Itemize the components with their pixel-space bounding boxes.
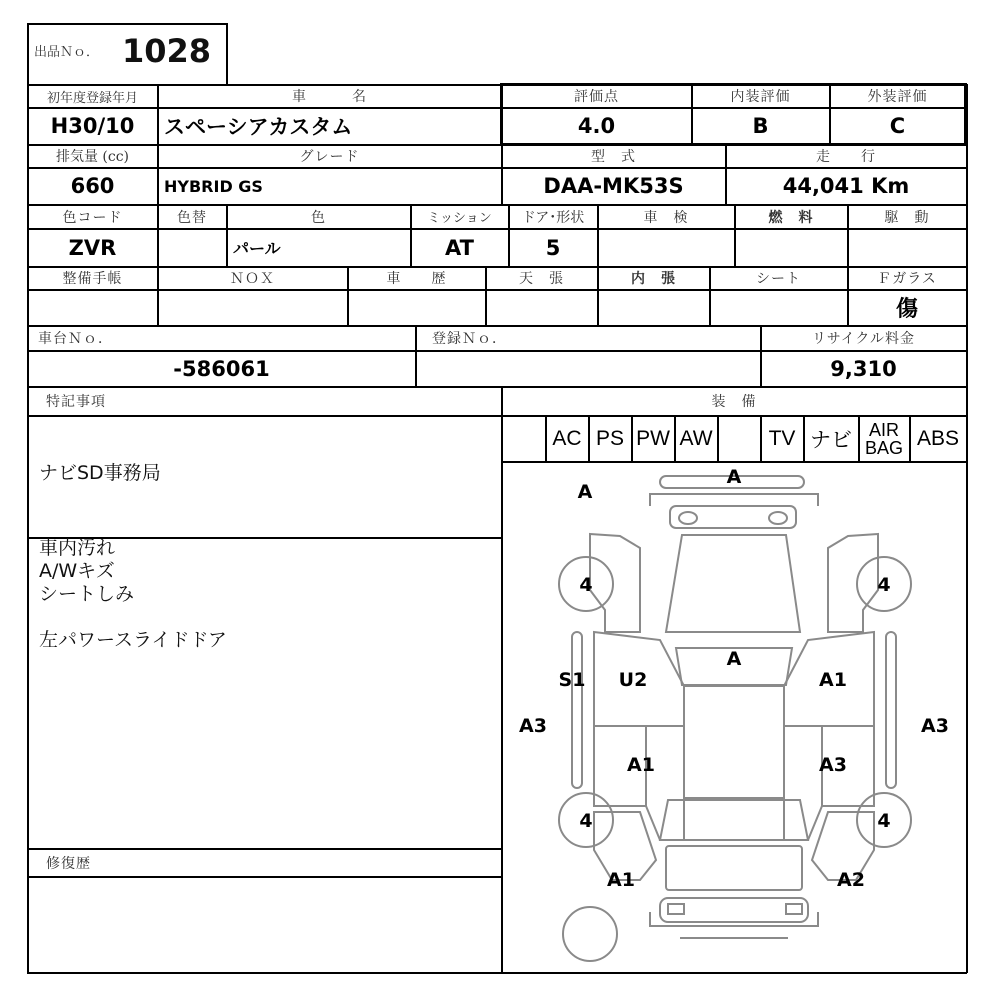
grade-value: HYBRID GS bbox=[164, 176, 263, 196]
repaint-value bbox=[158, 229, 226, 266]
nox-label: ＮＯＸ bbox=[230, 271, 275, 287]
notes-label: 特記事項 bbox=[46, 394, 106, 410]
equipment-label: 装 備 bbox=[711, 394, 757, 410]
mark-s1: S1 bbox=[558, 669, 586, 691]
registration-label: 登録Ｎｏ． bbox=[432, 331, 507, 347]
fuel-value bbox=[735, 229, 847, 266]
history-label: 車 歴 bbox=[386, 271, 447, 287]
color-label: 色 bbox=[311, 209, 326, 226]
equip-cell-0 bbox=[502, 416, 545, 461]
mission-value: AT bbox=[445, 235, 474, 260]
model-value: DAA-MK53S bbox=[543, 174, 684, 198]
f-glass-value: 傷 bbox=[895, 296, 918, 322]
repair-value bbox=[28, 878, 501, 972]
equip-cell-5 bbox=[718, 416, 760, 461]
lot-number: 1028 bbox=[122, 32, 212, 70]
interior-trim-value bbox=[598, 290, 709, 325]
mark-a1-bottom-left: A1 bbox=[607, 869, 635, 891]
mileage-value: 44,041 Km bbox=[782, 174, 910, 198]
color-value: パール bbox=[233, 239, 281, 258]
inspection-value bbox=[598, 229, 734, 266]
equip-pw: PW bbox=[636, 426, 670, 450]
f-glass-label: Ｆガラス bbox=[877, 271, 937, 287]
car-name-value: スペーシアカスタム bbox=[164, 115, 353, 139]
mark-tire-fr: 4 bbox=[877, 574, 891, 596]
score-value: 4.0 bbox=[577, 114, 616, 138]
mark-a1-left-rear: A1 bbox=[627, 754, 655, 776]
equip-aw: AW bbox=[679, 426, 713, 450]
mission-label: ミッション bbox=[427, 211, 492, 226]
lot-label: 出品Ｎｏ． bbox=[34, 44, 100, 60]
color-code-value: ZVR bbox=[68, 235, 117, 260]
first-reg-label: 初年度登録年月 bbox=[46, 90, 138, 106]
mark-tire-fl: 4 bbox=[579, 574, 593, 596]
interior-label: 内装評価 bbox=[730, 89, 791, 105]
score-label: 評価点 bbox=[574, 89, 619, 105]
exterior-value: C bbox=[889, 114, 906, 138]
nox-value bbox=[158, 290, 347, 325]
inspection-label: 車 検 bbox=[643, 209, 689, 226]
notes-line1: ナビSD事務局 bbox=[39, 462, 161, 484]
roof-label: 天 張 bbox=[519, 271, 564, 287]
drive-label: 駆 動 bbox=[884, 209, 930, 226]
mark-a3-left: A3 bbox=[519, 715, 547, 737]
repair-label: 修復歴 bbox=[46, 856, 91, 872]
fuel-label: 燃 料 bbox=[768, 209, 814, 226]
door-label: ドア･形状 bbox=[521, 209, 585, 226]
door-value: 5 bbox=[545, 235, 561, 260]
equip-ac: AC bbox=[552, 426, 582, 450]
mark-front-left: A bbox=[577, 481, 593, 503]
grade-label: グレード bbox=[299, 149, 360, 165]
displacement-label: 排気量 (cc) bbox=[55, 149, 130, 165]
maintenance-label: 整備手帳 bbox=[62, 271, 123, 287]
mark-a1-right-front: A1 bbox=[819, 669, 847, 691]
mark-tire-rr: 4 bbox=[877, 810, 891, 832]
chassis-value: -586061 bbox=[173, 356, 270, 381]
mark-a3-right-rear: A3 bbox=[819, 754, 847, 776]
exterior-label: 外装評価 bbox=[867, 89, 928, 105]
repaint-label: 色替 bbox=[177, 209, 207, 226]
car-name-label: 車 名 bbox=[292, 89, 367, 105]
mark-a3-right: A3 bbox=[921, 715, 949, 737]
equip-ps: PS bbox=[595, 426, 624, 450]
damage-marks bbox=[519, 466, 949, 891]
roof-value bbox=[486, 290, 597, 325]
drive-value bbox=[848, 229, 966, 266]
equip-navi: ナビ bbox=[810, 428, 852, 452]
equip-airbag: AIR BAG bbox=[864, 419, 903, 458]
mileage-label: 走 行 bbox=[816, 149, 876, 165]
mark-front-top: A bbox=[726, 466, 742, 488]
model-label: 型 式 bbox=[591, 149, 636, 165]
interior-value: B bbox=[752, 114, 769, 138]
first-reg-value: H30/10 bbox=[50, 114, 135, 138]
mark-tire-rl: 4 bbox=[579, 810, 593, 832]
notes-block2: 車内汚れ A/Wキズ シートしみ 左パワースライドドア bbox=[39, 537, 227, 651]
displacement-value: 660 bbox=[70, 174, 115, 198]
mark-a2-bottom-right: A2 bbox=[837, 869, 865, 891]
mark-hood: A bbox=[726, 648, 742, 670]
equip-tv: TV bbox=[768, 426, 796, 450]
chassis-label: 車台Ｎｏ． bbox=[38, 331, 113, 347]
maintenance-value bbox=[28, 290, 157, 325]
seat-value bbox=[710, 290, 847, 325]
history-value bbox=[348, 290, 485, 325]
mark-u2: U2 bbox=[618, 669, 648, 691]
recycle-value: 9,310 bbox=[830, 356, 897, 381]
seat-label: シート bbox=[756, 271, 801, 287]
recycle-label: リサイクル料金 bbox=[811, 331, 916, 347]
color-code-label: 色コード bbox=[62, 209, 123, 226]
car-damage-diagram bbox=[502, 462, 966, 972]
registration-value bbox=[416, 351, 760, 386]
equip-abs: ABS bbox=[916, 426, 960, 450]
interior-trim-label: 内 張 bbox=[631, 271, 676, 287]
